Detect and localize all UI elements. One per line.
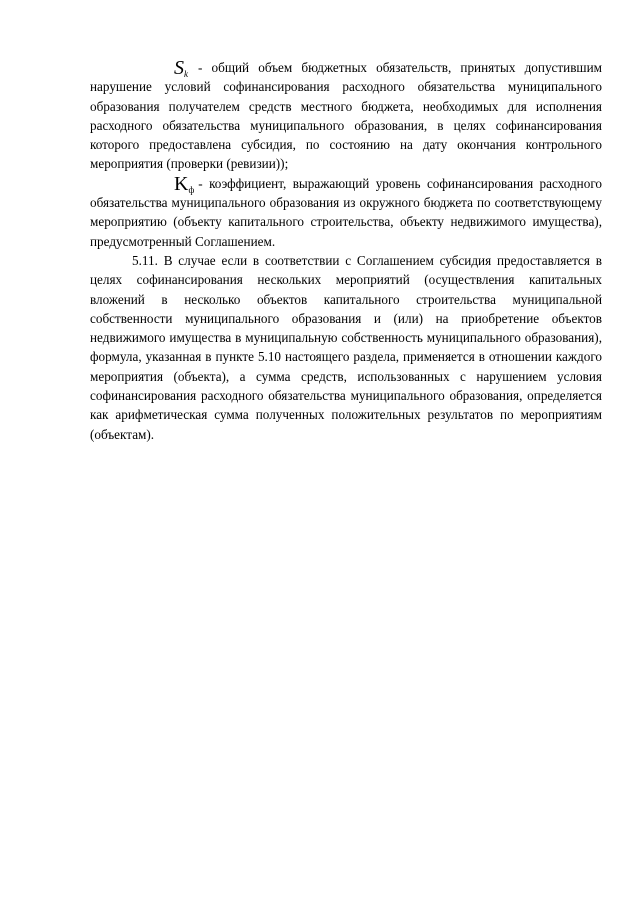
paragraph-kf-definition bbox=[90, 174, 602, 251]
paragraph-kf-text: - коэффициент, выражающий уровень софинансирования расходного обязательства муниципального образования из окружного бюджета по соответствующему мероприятию (объекту капитального строительства, объекту недвижимого имущества), предусмотренный Соглашением. bbox=[90, 175, 602, 249]
document-body bbox=[90, 58, 602, 444]
paragraph-sk-definition bbox=[90, 58, 602, 174]
paragraph-5-11: 5.11. В случае если в соответствии с Соглашением субсидия предоставляется в целях софинансирования нескольких мероприятий (осуществления капитальных вложений в несколько объектов капитального строительства муниципальной собственности муниципального образования и (или) на приобретение объектов недвижимого имущества в муниципальную собственность муниципального образования), формула, указанная в пункте 5.10 настоящего раздела, применяется в отношении каждого мероприятия (объекта), а сумма средств, использованных с нарушением условия софинансирования расходного обязательства муниципального образования, определяется как арифметическая сумма полученных положительных результатов по мероприятиям (объектам). bbox=[90, 252, 602, 442]
symbol-kf-sub: ф bbox=[188, 184, 195, 195]
symbol-kf-main: K bbox=[174, 172, 189, 195]
formula-symbol-sk bbox=[132, 57, 188, 79]
paragraph-sk-text: - общий объем бюджетных обязательств, принятых допустившим нарушение условий софинансирования расходного обязательства муниципального образования получателем средств местного бюджета, необходимых для исполнения расходного обязательства муниципального образования, в целях софинансирования которого предоставлена субсидия, по состоянию на дату окончания контрольного мероприятия (проверки (ревизии)); bbox=[90, 60, 602, 172]
symbol-sk-main: S bbox=[174, 57, 184, 79]
formula-symbol-kf bbox=[132, 172, 195, 195]
symbol-sk-sub: k bbox=[184, 69, 188, 79]
